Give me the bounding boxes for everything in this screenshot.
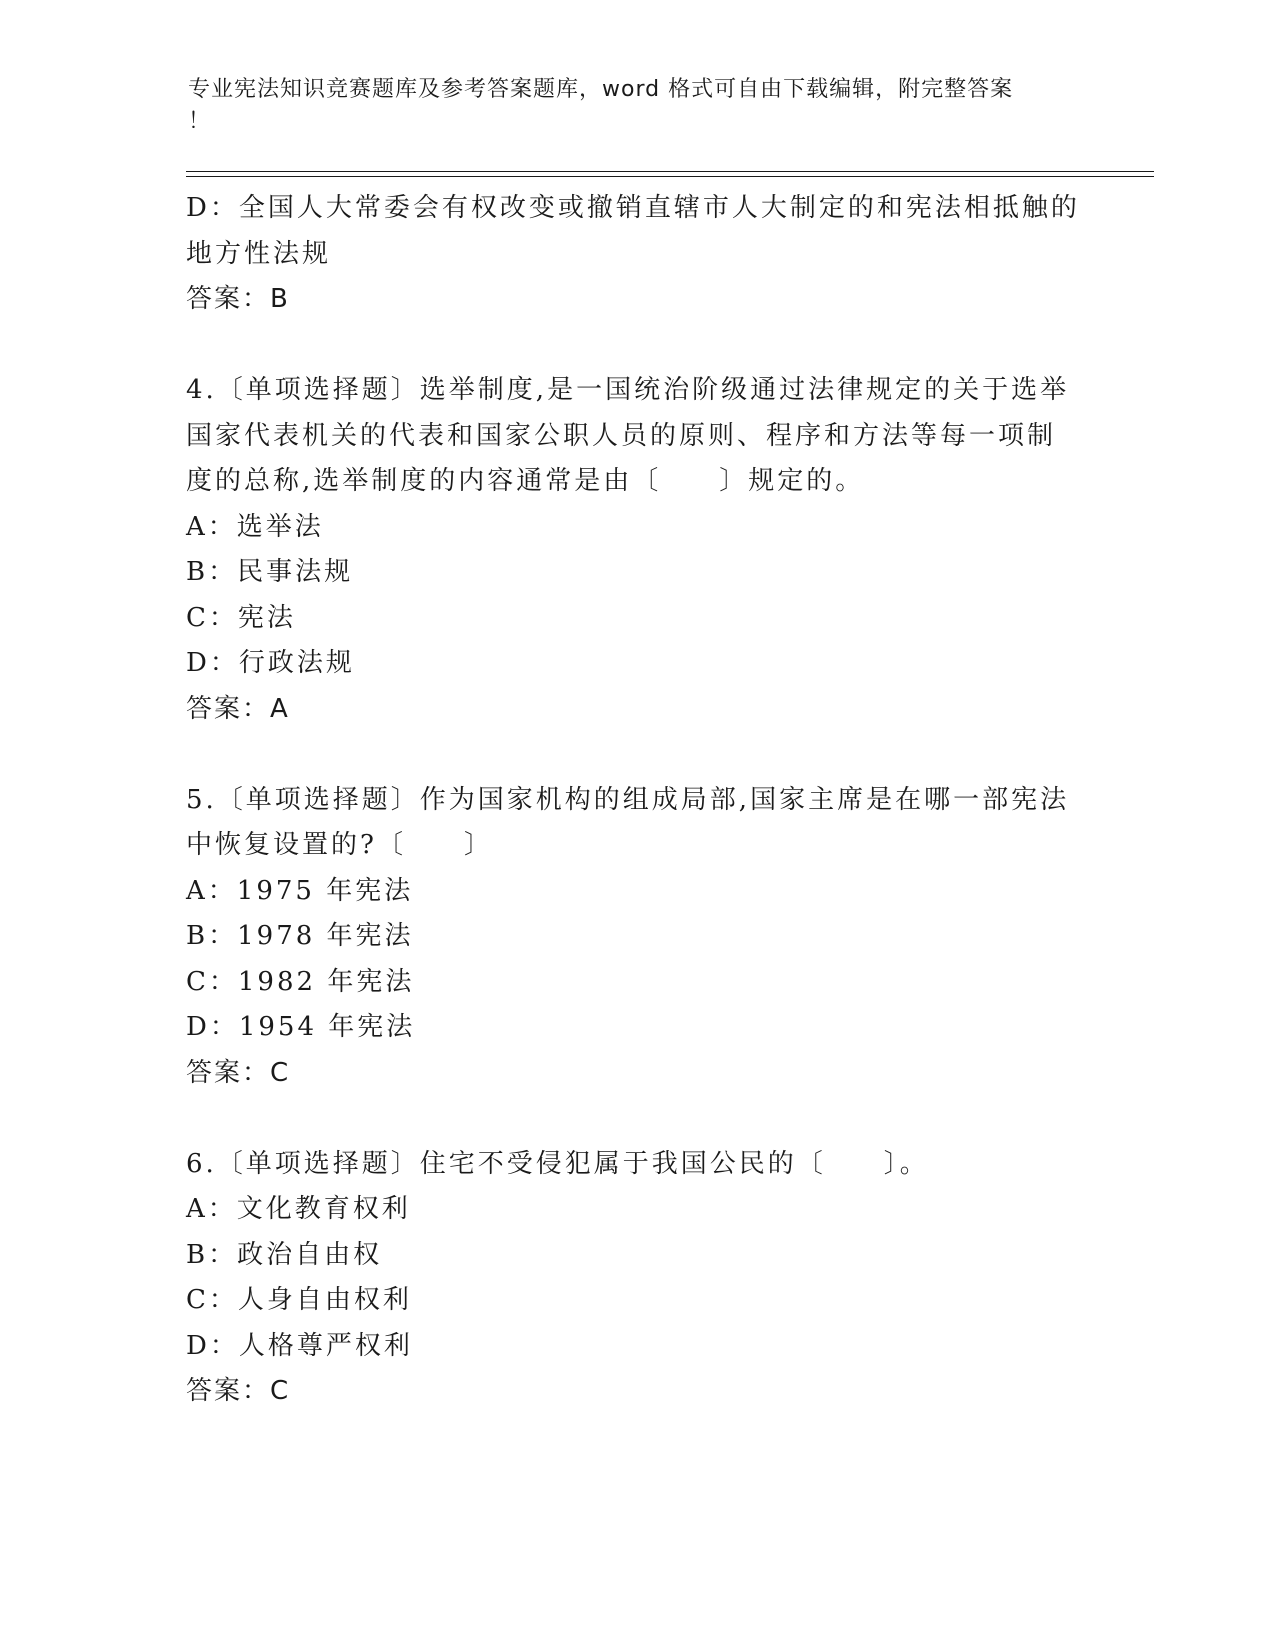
header-title-line-2: ！ (188, 109, 212, 134)
header-rule-bottom (186, 176, 1154, 177)
question-text-line-2: 国家代表机关的代表和国家公职人员的原则、程序和方法等每一项制 (186, 420, 1057, 451)
question-5 (186, 778, 1070, 1097)
option-d-line-2: 地方性法规 (186, 238, 332, 269)
answer-line: 答案：B (186, 284, 290, 314)
spacer (186, 1096, 1066, 1142)
answer-line: 答案：C (186, 1057, 291, 1088)
question-fragment (186, 186, 1080, 323)
question-4 (186, 368, 1070, 732)
header-title-line-1: 专业宪法知识竞赛题库及参考答案题库，word 格式可自由下载编辑，附完整答案 (188, 77, 1014, 102)
document-body (186, 186, 1080, 1415)
option-d-line-1: D：全国人大常委会有权改变或撤销直辖市人大制定的和宪法相抵触的 (186, 193, 1080, 223)
spacer (186, 732, 1066, 778)
spacer (186, 323, 1066, 369)
answer-line: 答案：A (186, 693, 290, 724)
option-d: D：人格尊严权利 (186, 1330, 413, 1361)
page-header (188, 74, 1068, 138)
question-text-line-2: 中恢复设置的?〔 〕 (186, 830, 493, 860)
option-c: C：宪法 (186, 602, 296, 633)
option-b: B：1978 年宪法 (186, 921, 414, 951)
option-a: A：选举法 (186, 511, 324, 542)
answer-line: 答案：C (186, 1376, 291, 1406)
option-d: D：1954 年宪法 (186, 1012, 416, 1042)
option-b: B：政治自由权 (186, 1239, 383, 1270)
question-text-line-3: 度的总称,选举制度的内容通常是由〔 〕规定的。 (186, 466, 865, 496)
option-b: B：民事法规 (186, 557, 354, 587)
question-text-line-1: 6.〔单项选择题〕住宅不受侵犯属于我国公民的〔 〕。 (186, 1148, 929, 1179)
option-c: C：1982 年宪法 (186, 966, 415, 997)
question-6 (186, 1142, 1066, 1415)
option-c: C：人身自由权利 (186, 1285, 412, 1315)
header-rule-top (186, 171, 1154, 172)
option-a: A：文化教育权利 (186, 1194, 411, 1224)
option-d: D：行政法规 (186, 648, 355, 678)
question-text-line-1: 4.〔单项选择题〕选举制度,是一国统治阶级通过法律规定的关于选举 (186, 375, 1070, 405)
question-text-line-1: 5.〔单项选择题〕作为国家机构的组成局部,国家主席是在哪一部宪法 (186, 784, 1070, 815)
option-a: A：1975 年宪法 (186, 875, 414, 906)
